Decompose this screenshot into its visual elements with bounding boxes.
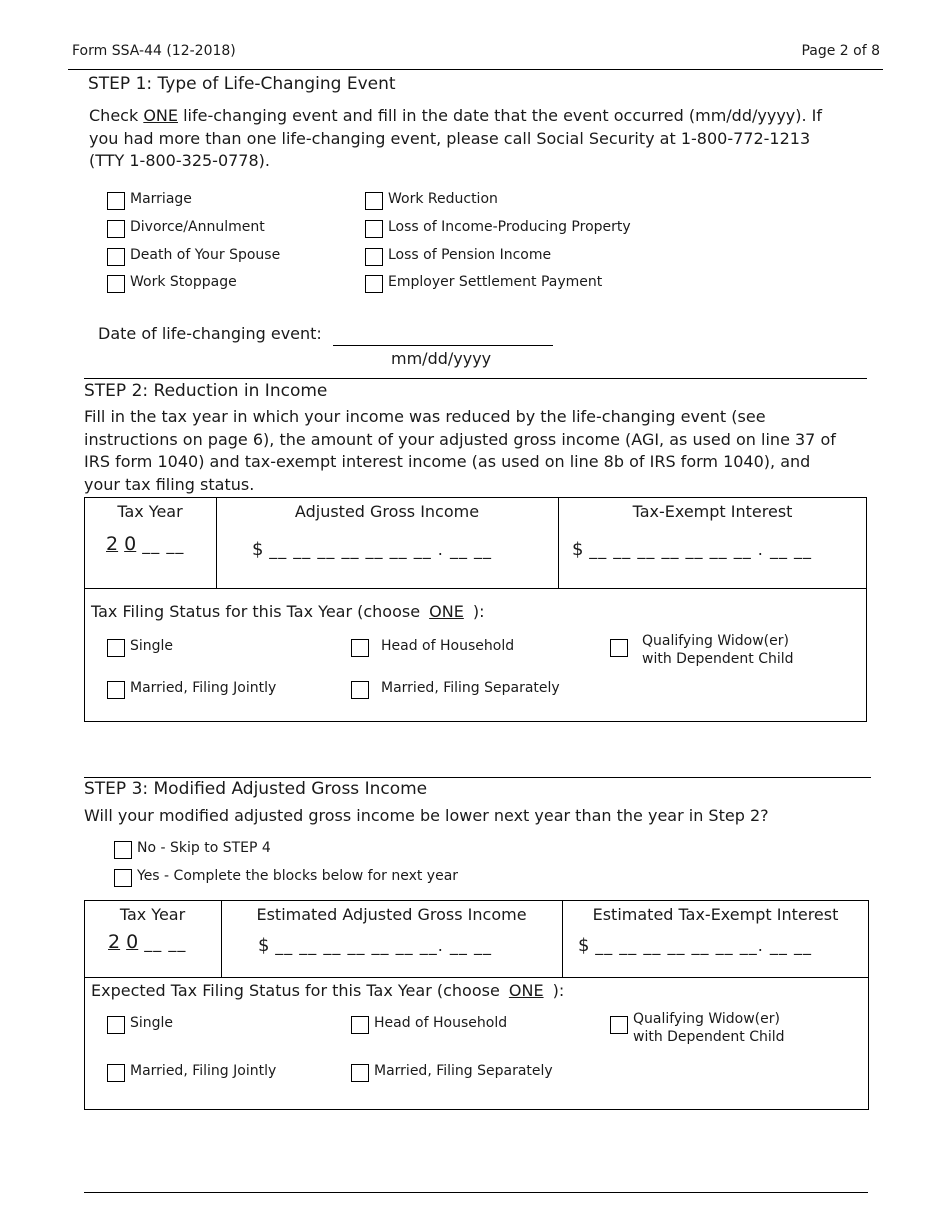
col-header-tax-year: Tax Year xyxy=(119,905,186,924)
step2-heading: STEP 2: Reduction in Income xyxy=(84,381,328,401)
event-label-divorce: Divorce/Annulment xyxy=(130,219,265,235)
next-tax-year-field[interactable]: 2 0 __ __ xyxy=(108,931,187,953)
checkbox-married-jointly[interactable] xyxy=(107,681,125,699)
step3-question: Will your modified adjusted gross income be lower next year than the year in Step 2? xyxy=(84,806,769,825)
checkbox-loss-pension[interactable] xyxy=(365,248,383,266)
event-label-employer-settlement: Employer Settlement Payment xyxy=(388,274,603,290)
col-header-tei: Tax-Exempt Interest xyxy=(632,502,793,521)
col-header-estimated-tei: Estimated Tax-Exempt Interest xyxy=(592,905,839,924)
checkbox-qualifying-widow[interactable] xyxy=(610,639,628,657)
status-label-mfj: Married, Filing Jointly xyxy=(130,680,277,696)
checkbox-qualifying-widow[interactable] xyxy=(610,1016,628,1034)
status-label-mfs: Married, Filing Separately xyxy=(381,680,560,696)
form-id: Form SSA-44 (12-2018) xyxy=(72,43,236,59)
checkbox-death-spouse[interactable] xyxy=(107,248,125,266)
step1-heading: STEP 1: Type of Life-Changing Event xyxy=(88,74,396,94)
page-number: Page 2 of 8 xyxy=(801,43,880,59)
checkbox-single[interactable] xyxy=(107,639,125,657)
event-label-death-spouse: Death of Your Spouse xyxy=(130,247,281,263)
option-label-yes: Yes - Complete the blocks below for next year xyxy=(137,868,459,884)
checkbox-marriage[interactable] xyxy=(107,192,125,210)
tax-year-field[interactable]: 2 0 __ __ xyxy=(106,533,185,555)
col-header-tax-year: Tax Year xyxy=(117,502,183,521)
status-label-qualifying-widow: Qualifying Widow(er) with Dependent Child xyxy=(642,633,794,667)
filing-status-label: Tax Filing Status for this Tax Year (choose ONE ): xyxy=(91,602,485,621)
estimated-tei-field[interactable]: $ __ __ __ __ __ __ __. __ __ xyxy=(578,935,812,956)
header-divider xyxy=(68,69,883,70)
tei-field[interactable]: $ __ __ __ __ __ __ __ . __ __ xyxy=(572,539,813,560)
checkbox-no-skip[interactable] xyxy=(114,841,132,859)
event-label-marriage: Marriage xyxy=(130,191,192,207)
status-label-hoh: Head of Household xyxy=(381,638,515,654)
step2-instructions: Fill in the tax year in which your income was reduced by the life-changing event (see instructions on page 6), the amount of your adjusted gross income (AGI, as used on line 37 of IRS form 1040) and tax-exempt interest income (as used on line 8b of IRS form 1040), and your tax filing status. xyxy=(84,407,836,494)
date-input-line[interactable] xyxy=(333,345,553,346)
table-divider xyxy=(84,977,869,978)
event-label-work-reduction: Work Reduction xyxy=(388,191,498,207)
checkbox-married-separately[interactable] xyxy=(351,1064,369,1082)
status-label-mfs: Married, Filing Separately xyxy=(374,1063,553,1079)
footer-divider xyxy=(84,1192,868,1193)
col-header-agi: Adjusted Gross Income xyxy=(294,502,480,521)
status-label-single: Single xyxy=(130,638,174,654)
checkbox-yes-complete[interactable] xyxy=(114,869,132,887)
estimated-agi-field[interactable]: $ __ __ __ __ __ __ __. __ __ xyxy=(258,935,492,956)
event-label-work-stoppage: Work Stoppage xyxy=(130,274,237,290)
event-label-loss-property: Loss of Income-Producing Property xyxy=(388,219,631,235)
checkbox-head-of-household[interactable] xyxy=(351,639,369,657)
step2-divider xyxy=(84,777,871,778)
checkbox-work-stoppage[interactable] xyxy=(107,275,125,293)
agi-field[interactable]: $ __ __ __ __ __ __ __ . __ __ xyxy=(252,539,493,560)
checkbox-work-reduction[interactable] xyxy=(365,192,383,210)
checkbox-head-of-household[interactable] xyxy=(351,1016,369,1034)
table-divider xyxy=(84,588,867,589)
checkbox-married-separately[interactable] xyxy=(351,681,369,699)
checkbox-employer-settlement[interactable] xyxy=(365,275,383,293)
option-label-no: No - Skip to STEP 4 xyxy=(137,840,271,856)
col-header-estimated-agi: Estimated Adjusted Gross Income xyxy=(256,905,527,924)
expected-filing-status-label: Expected Tax Filing Status for this Tax Year (choose ONE ): xyxy=(91,981,565,1000)
checkbox-married-jointly[interactable] xyxy=(107,1064,125,1082)
status-label-single: Single xyxy=(130,1015,174,1031)
checkbox-divorce[interactable] xyxy=(107,220,125,238)
status-label-hoh: Head of Household xyxy=(374,1015,508,1031)
date-format-hint: mm/dd/yyyy xyxy=(391,349,492,368)
date-label: Date of life-changing event: xyxy=(98,324,322,343)
status-label-qualifying-widow: Qualifying Widow(er) with Dependent Child xyxy=(633,1011,785,1045)
checkbox-loss-property[interactable] xyxy=(365,220,383,238)
status-label-mfj: Married, Filing Jointly xyxy=(130,1063,277,1079)
step1-instructions: Check ONE life-changing event and fill in the date that the event occurred (mm/dd/yyyy). If you had more than one life-changing event, please call Social Security at 1-800-772-1213 (TTY 1-800-325-0778). xyxy=(89,106,823,170)
checkbox-single[interactable] xyxy=(107,1016,125,1034)
step1-divider xyxy=(84,378,867,379)
step3-heading: STEP 3: Modified Adjusted Gross Income xyxy=(84,779,428,799)
event-label-loss-pension: Loss of Pension Income xyxy=(388,247,552,263)
